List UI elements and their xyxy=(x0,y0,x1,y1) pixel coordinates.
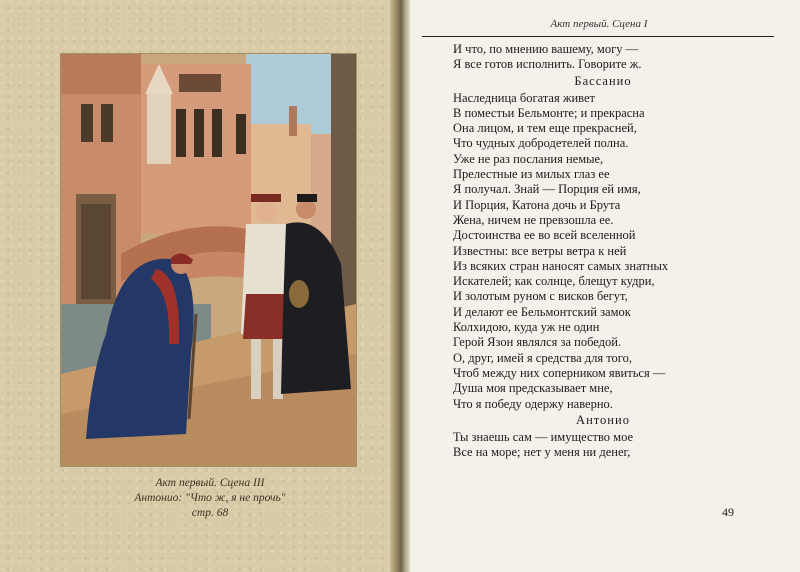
text-line: Достоинства ее во всей вселенной xyxy=(453,228,636,243)
text-line: О, друг, имей я средства для того, xyxy=(453,350,632,365)
text-line: В поместьи Бельмонте; и прекрасна xyxy=(453,105,645,120)
caption-act-scene: Акт первый. Сцена III xyxy=(155,477,265,489)
book-gutter xyxy=(390,0,412,572)
caption-quote: Антонио: "Что ж, я не прочь" xyxy=(134,492,286,504)
running-head: Акт первый. Сцена I xyxy=(550,18,648,30)
text-line: Из всяких стран наносят самых знатных xyxy=(453,258,669,273)
text-line: Искателей; как солнце, блещут кудри, xyxy=(453,274,655,289)
text-line: Уже не раз послания немые, xyxy=(453,151,604,166)
venice-scene-illustration xyxy=(61,54,356,466)
left-page xyxy=(0,0,398,572)
text-line: И делают ее Бельмонтский замок xyxy=(453,304,631,319)
text-line: И золотым руном с висков бегут, xyxy=(453,289,628,304)
text-line: Наследница богатая живет xyxy=(453,90,596,105)
text-line: Я получал. Знай — Порция ей имя, xyxy=(453,182,641,197)
text-line: Она лицом, и тем еще прекрасней, xyxy=(453,121,637,136)
text-line: Колхидою, куда уж не один xyxy=(453,320,600,335)
play-text xyxy=(453,42,753,460)
text-line: И что, по мнению вашему, могу — xyxy=(453,42,639,56)
text-line: Что я победу одержу наверно. xyxy=(453,396,613,411)
text-line: Все на море; нет у меня ни денег, xyxy=(453,445,631,460)
text-line: Прелестные из милых глаз ее xyxy=(453,167,610,182)
caption-page-ref: стр. 68 xyxy=(191,507,229,519)
speaker-name: Бассанио xyxy=(574,73,632,88)
text-line: Душа моя предсказывает мне, xyxy=(453,381,613,396)
text-line: Ты знаешь сам — имущество мое xyxy=(453,429,634,444)
text-line: Герой Язон являлся за победой. xyxy=(453,335,622,350)
text-line: Что чудных добродетелей полна. xyxy=(453,136,629,151)
page-number: 49 xyxy=(722,505,734,519)
running-head-rule xyxy=(422,36,774,37)
text-line: Жена, ничем не превзошла ее. xyxy=(453,212,614,227)
text-line: И Порция, Катона дочь и Брута xyxy=(453,197,621,212)
illustration-caption xyxy=(60,476,360,521)
text-line: Чтоб между них соперником явиться — xyxy=(453,365,666,380)
text-line: Я все готов исполнить. Говорите ж. xyxy=(453,57,642,72)
text-line: Известны: все ветры ветра к ней xyxy=(453,243,627,258)
speaker-name: Антонио xyxy=(576,412,630,427)
illustration-plate xyxy=(61,54,356,466)
